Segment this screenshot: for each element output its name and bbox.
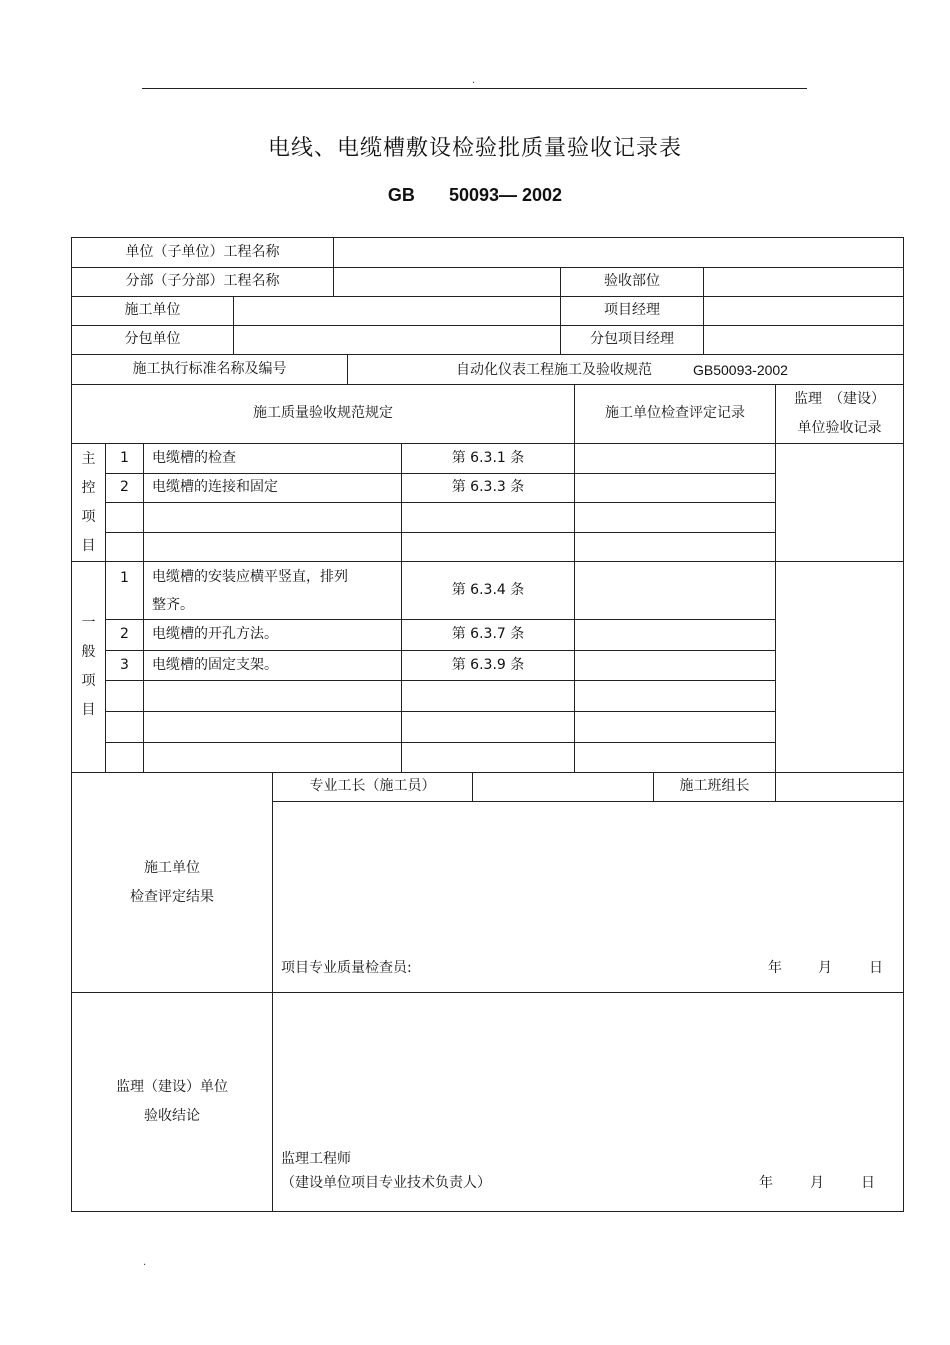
sub-project-field[interactable] — [333, 267, 561, 297]
supervision-header-line2: 单位验收记录 — [797, 420, 882, 436]
main-item-no: 1 — [105, 443, 144, 474]
general-item-text[interactable] — [143, 680, 402, 712]
header-rule — [142, 88, 807, 89]
general-item-no-text: 1 — [120, 570, 129, 586]
header-dot: . — [472, 75, 476, 86]
main-item-no — [105, 532, 144, 562]
team-leader-field[interactable] — [775, 772, 904, 802]
standard-gb: GB — [387, 185, 415, 205]
conclusion-label-line2: 验收结论 — [144, 1108, 200, 1124]
general-item-text-line2: 整齐。 — [152, 596, 194, 613]
general-item-clause[interactable] — [401, 711, 575, 743]
general-item-no — [105, 711, 144, 743]
standard-number: 50093— 2002 — [448, 185, 563, 205]
general-item-no — [105, 680, 144, 712]
main-items-group-label — [71, 443, 106, 562]
general-item-record-field[interactable] — [574, 619, 776, 651]
general-item-text[interactable] — [143, 711, 402, 743]
conclusion-year: 年 — [759, 1175, 773, 1191]
general-item-record-field[interactable] — [574, 742, 776, 773]
conclusion-area[interactable] — [272, 992, 904, 1212]
main-item-text: 电缆槽的检查 — [143, 443, 402, 474]
main-item-no: 2 — [105, 473, 144, 503]
main-item-record-field[interactable] — [574, 473, 776, 503]
construction-unit-field[interactable] — [233, 296, 561, 326]
general-items-supervision-field[interactable] — [775, 561, 904, 773]
construction-unit-label: 施工单位 — [71, 296, 234, 326]
general-item-no — [105, 742, 144, 773]
general-item-text[interactable] — [143, 742, 402, 773]
group-char: 主 — [81, 450, 96, 467]
conclusion-label-line1: 监理（建设）单位 — [116, 1079, 228, 1095]
group-char: 目 — [81, 537, 96, 554]
subcontract-manager-label: 分包项目经理 — [560, 325, 704, 355]
general-item-clause: 第 6.3.9 条 — [401, 650, 575, 681]
supervision-header-line1: 监理 （建设） — [794, 391, 885, 407]
standard-code — [0, 185, 950, 206]
foreman-label: 专业工长（施工员） — [272, 772, 473, 802]
group-char: 般 — [81, 644, 96, 660]
check-year: 年 — [768, 960, 782, 976]
group-char: 控 — [81, 479, 96, 496]
main-item-clause: 第 6.3.1 条 — [401, 443, 575, 474]
general-item-clause: 第 6.3.4 条 — [401, 561, 575, 620]
project-manager-field[interactable] — [703, 296, 904, 326]
general-item-clause: 第 6.3.7 条 — [401, 619, 575, 651]
standard-label: 施工执行标准名称及编号 — [71, 354, 348, 385]
main-item-text[interactable] — [143, 502, 402, 533]
subcontract-unit-label: 分包单位 — [71, 325, 234, 355]
general-item-text: 电缆槽的固定支架。 — [143, 650, 402, 681]
general-item-record-field[interactable] — [574, 711, 776, 743]
standard-value-code: GB50093-2002 — [693, 362, 788, 378]
footer-dot: . — [143, 1257, 147, 1268]
team-leader-label: 施工班组长 — [653, 772, 776, 802]
engineer-label: 监理工程师 — [281, 1151, 351, 1167]
check-month: 月 — [818, 960, 832, 976]
foreman-field[interactable] — [472, 772, 654, 802]
check-result-label-line1: 施工单位 — [144, 859, 200, 876]
subcontract-unit-field[interactable] — [233, 325, 561, 355]
acceptance-part-label: 验收部位 — [560, 267, 704, 297]
engineer-sub-label: （建设单位项目专业技术负责人） — [281, 1175, 491, 1191]
standard-value-name: 自动化仪表工程施工及验收规范 — [456, 362, 652, 378]
main-item-text: 电缆槽的连接和固定 — [143, 473, 402, 503]
general-item-no: 3 — [105, 650, 144, 681]
group-char: 目 — [81, 702, 96, 718]
general-item-record-field[interactable] — [574, 650, 776, 681]
main-item-clause[interactable] — [401, 502, 575, 533]
group-char: 项 — [81, 673, 96, 689]
unit-project-field[interactable] — [333, 237, 904, 268]
general-item-text: 电缆槽的开孔方法。 — [143, 619, 402, 651]
general-item-record-field[interactable] — [574, 561, 776, 620]
record-header: 施工单位检查评定记录 — [574, 384, 776, 444]
general-item-record-field[interactable] — [574, 680, 776, 712]
general-item-no — [105, 561, 144, 620]
main-item-record-field[interactable] — [574, 502, 776, 533]
inspector-label: 项目专业质量检查员: — [281, 960, 412, 976]
general-item-text-line1: 电缆槽的安装应横平竖直，排列 — [152, 568, 348, 585]
sub-project-label: 分部（子分部）工程名称 — [71, 267, 334, 297]
main-item-record-field[interactable] — [574, 532, 776, 562]
check-result-label-line2: 检查评定结果 — [130, 888, 214, 905]
page-title: 电线、电缆槽敷设检验批质量验收记录表 — [267, 136, 682, 161]
check-result-area[interactable] — [272, 801, 904, 993]
general-items-group-label — [71, 561, 106, 773]
check-day: 日 — [869, 960, 883, 976]
main-item-clause: 第 6.3.3 条 — [401, 473, 575, 503]
check-result-label — [71, 772, 273, 993]
main-item-record-field[interactable] — [574, 443, 776, 474]
spec-header: 施工质量验收规范规定 — [71, 384, 575, 444]
general-item-clause[interactable] — [401, 680, 575, 712]
acceptance-part-field[interactable] — [703, 267, 904, 297]
unit-project-label: 单位（子单位）工程名称 — [71, 237, 334, 268]
main-items-supervision-field[interactable] — [775, 443, 904, 562]
group-char: 项 — [81, 508, 96, 525]
conclusion-month: 月 — [810, 1175, 824, 1191]
conclusion-label — [71, 992, 273, 1212]
group-char: 一 — [81, 615, 96, 631]
supervision-header — [775, 384, 904, 444]
main-item-no — [105, 502, 144, 533]
main-item-text[interactable] — [143, 532, 402, 562]
project-manager-label: 项目经理 — [560, 296, 704, 326]
general-item-clause[interactable] — [401, 742, 575, 773]
subcontract-manager-field[interactable] — [703, 325, 904, 355]
general-item-no: 2 — [105, 619, 144, 651]
general-item-text — [143, 561, 402, 620]
main-item-clause[interactable] — [401, 532, 575, 562]
standard-value — [347, 354, 904, 385]
conclusion-day: 日 — [861, 1175, 875, 1191]
